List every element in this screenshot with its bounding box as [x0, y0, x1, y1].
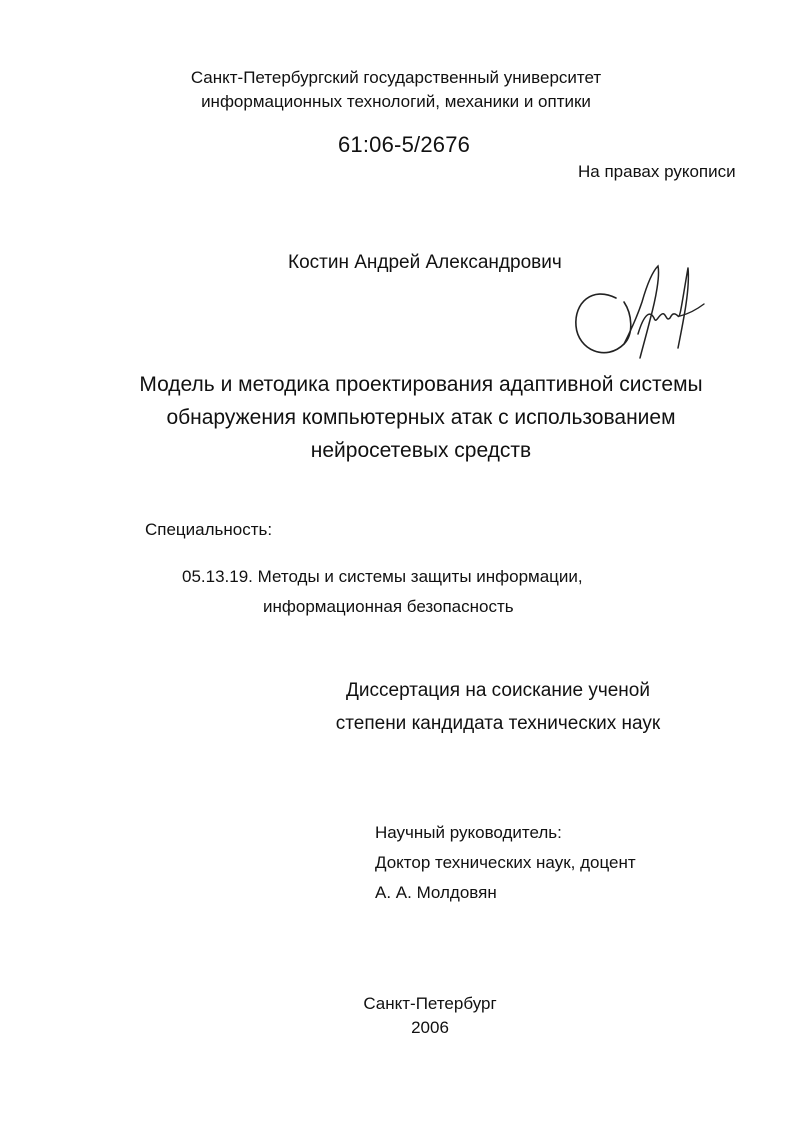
place-year-block: [300, 992, 560, 1040]
institution-block: [0, 66, 792, 114]
catalog-code: 61:06-5/2676: [338, 132, 471, 157]
degree-line-1: Диссертация на соискание ученой: [346, 680, 650, 701]
specialty-line-2: информационная безопасность: [263, 597, 514, 616]
specialty-label: Специальность:: [145, 520, 273, 539]
institution-line-2: информационных технологий, механики и оптики: [201, 92, 591, 111]
place: Санкт-Петербург: [363, 994, 497, 1013]
author-name: Костин Андрей Александрович: [288, 252, 562, 273]
institution-line-1: Санкт-Петербургский государственный университет: [190, 68, 602, 87]
supervisor-name: А. А. Молдовян: [375, 883, 497, 902]
manuscript-rights-note: На правах рукописи: [578, 162, 736, 181]
supervisor-block: [375, 818, 636, 908]
title-line-1: Модель и методика проектирования адаптивной системы: [139, 373, 703, 396]
supervisor-label: Научный руководитель:: [375, 823, 562, 842]
degree-statement: [288, 674, 708, 740]
degree-line-2: степени кандидата технических наук: [335, 713, 661, 734]
specialty-line-1: 05.13.19. Методы и системы защиты информации,: [182, 567, 583, 586]
signature-icon: [572, 258, 712, 368]
title-line-2: обнаружения компьютерных атак с использованием: [166, 406, 676, 429]
year: 2006: [411, 1018, 449, 1037]
supervisor-rank: Доктор технических наук, доцент: [375, 853, 636, 872]
dissertation-title: [0, 368, 792, 467]
title-line-3: нейросетевых средств: [310, 439, 532, 462]
